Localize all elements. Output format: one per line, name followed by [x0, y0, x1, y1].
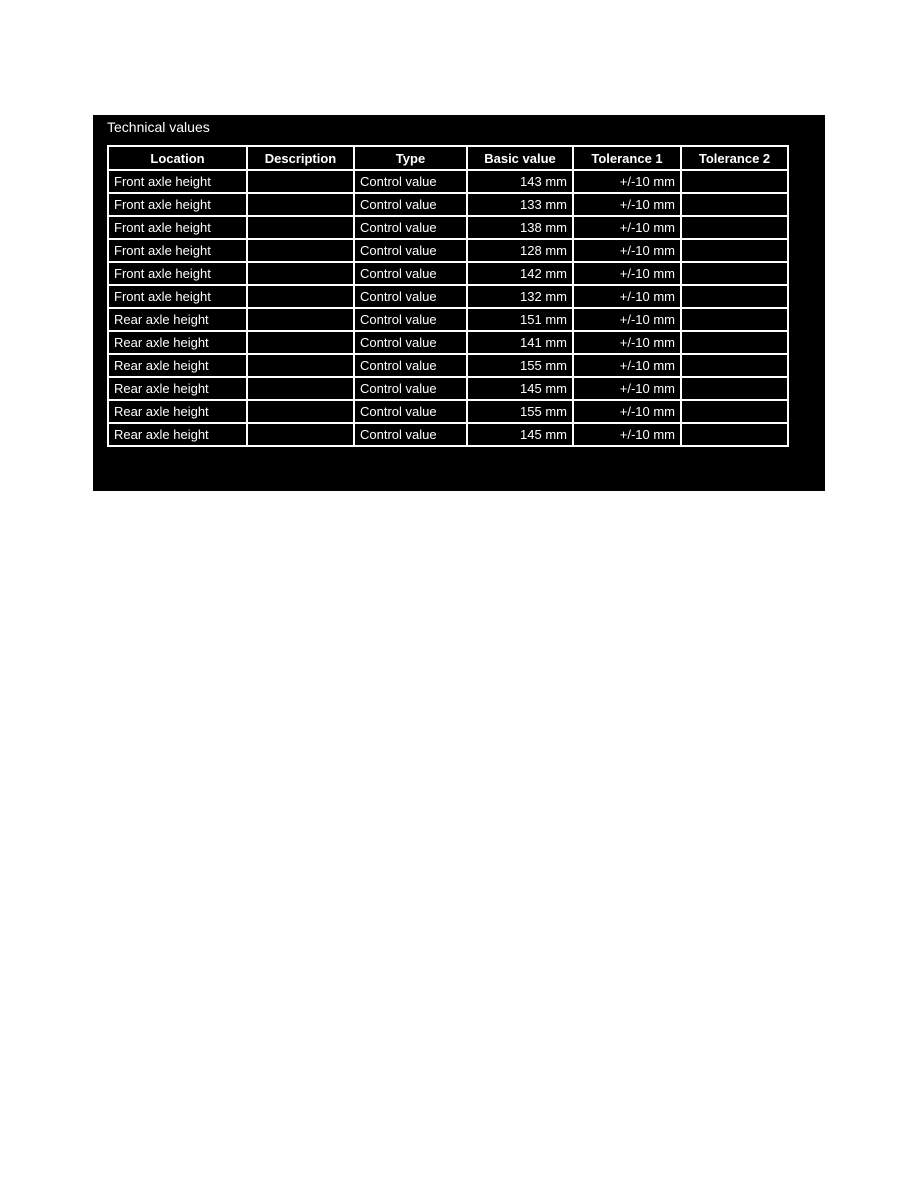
tolerance-1-cell: +/-10 mm — [573, 239, 681, 262]
table-row — [108, 239, 788, 262]
location-cell: Front axle height — [108, 239, 247, 262]
tolerance-2-cell — [681, 377, 788, 400]
table-row — [108, 216, 788, 239]
tolerance-2-cell — [681, 239, 788, 262]
basic-value-cell: 142 mm — [467, 262, 573, 285]
column-header-tolerance-2: Tolerance 2 — [681, 146, 788, 170]
type-cell: Control value — [354, 354, 467, 377]
tolerance-1-cell: +/-10 mm — [573, 216, 681, 239]
description-cell — [247, 239, 354, 262]
basic-value-cell: 133 mm — [467, 193, 573, 216]
tolerance-2-cell — [681, 331, 788, 354]
description-cell — [247, 423, 354, 446]
table-row — [108, 193, 788, 216]
table-row — [108, 331, 788, 354]
tolerance-2-cell — [681, 354, 788, 377]
column-header-type: Type — [354, 146, 467, 170]
type-cell: Control value — [354, 423, 467, 446]
technical-values-table — [107, 145, 789, 447]
basic-value-cell: 145 mm — [467, 377, 573, 400]
location-cell: Front axle height — [108, 193, 247, 216]
table-row — [108, 262, 788, 285]
description-cell — [247, 331, 354, 354]
description-cell — [247, 170, 354, 193]
tolerance-1-cell: +/-10 mm — [573, 262, 681, 285]
description-cell — [247, 400, 354, 423]
tolerance-2-cell — [681, 308, 788, 331]
location-cell: Front axle height — [108, 285, 247, 308]
basic-value-cell: 138 mm — [467, 216, 573, 239]
location-cell: Rear axle height — [108, 354, 247, 377]
basic-value-cell: 143 mm — [467, 170, 573, 193]
type-cell: Control value — [354, 377, 467, 400]
type-cell: Control value — [354, 170, 467, 193]
type-cell: Control value — [354, 193, 467, 216]
tolerance-2-cell — [681, 400, 788, 423]
type-cell: Control value — [354, 216, 467, 239]
description-cell — [247, 377, 354, 400]
location-cell: Rear axle height — [108, 400, 247, 423]
table-header-row — [108, 146, 788, 170]
tolerance-2-cell — [681, 170, 788, 193]
table-row — [108, 308, 788, 331]
tolerance-2-cell — [681, 423, 788, 446]
tolerance-2-cell — [681, 193, 788, 216]
location-cell: Front axle height — [108, 262, 247, 285]
table-row — [108, 170, 788, 193]
basic-value-cell: 132 mm — [467, 285, 573, 308]
basic-value-cell: 151 mm — [467, 308, 573, 331]
description-cell — [247, 216, 354, 239]
table-row — [108, 285, 788, 308]
location-cell: Rear axle height — [108, 331, 247, 354]
tolerance-1-cell: +/-10 mm — [573, 354, 681, 377]
description-cell — [247, 308, 354, 331]
tolerance-2-cell — [681, 262, 788, 285]
tolerance-1-cell: +/-10 mm — [573, 193, 681, 216]
tolerance-1-cell: +/-10 mm — [573, 170, 681, 193]
location-cell: Front axle height — [108, 216, 247, 239]
basic-value-cell: 155 mm — [467, 400, 573, 423]
description-cell — [247, 262, 354, 285]
location-cell: Rear axle height — [108, 423, 247, 446]
table-row — [108, 423, 788, 446]
technical-values-panel — [93, 115, 825, 491]
tolerance-1-cell: +/-10 mm — [573, 400, 681, 423]
type-cell: Control value — [354, 239, 467, 262]
location-cell: Front axle height — [108, 170, 247, 193]
basic-value-cell: 145 mm — [467, 423, 573, 446]
tolerance-1-cell: +/-10 mm — [573, 331, 681, 354]
table-row — [108, 354, 788, 377]
basic-value-cell: 155 mm — [467, 354, 573, 377]
type-cell: Control value — [354, 308, 467, 331]
tolerance-1-cell: +/-10 mm — [573, 377, 681, 400]
basic-value-cell: 128 mm — [467, 239, 573, 262]
tolerance-1-cell: +/-10 mm — [573, 423, 681, 446]
section-title: Technical values — [107, 119, 210, 135]
column-header-description: Description — [247, 146, 354, 170]
type-cell: Control value — [354, 400, 467, 423]
location-cell: Rear axle height — [108, 308, 247, 331]
table-body — [108, 170, 788, 446]
column-header-location: Location — [108, 146, 247, 170]
type-cell: Control value — [354, 285, 467, 308]
type-cell: Control value — [354, 262, 467, 285]
table-row — [108, 377, 788, 400]
tolerance-2-cell — [681, 285, 788, 308]
column-header-basic-value: Basic value — [467, 146, 573, 170]
tolerance-2-cell — [681, 216, 788, 239]
description-cell — [247, 285, 354, 308]
type-cell: Control value — [354, 331, 467, 354]
description-cell — [247, 354, 354, 377]
basic-value-cell: 141 mm — [467, 331, 573, 354]
column-header-tolerance-1: Tolerance 1 — [573, 146, 681, 170]
table-row — [108, 400, 788, 423]
location-cell: Rear axle height — [108, 377, 247, 400]
tolerance-1-cell: +/-10 mm — [573, 308, 681, 331]
tolerance-1-cell: +/-10 mm — [573, 285, 681, 308]
description-cell — [247, 193, 354, 216]
